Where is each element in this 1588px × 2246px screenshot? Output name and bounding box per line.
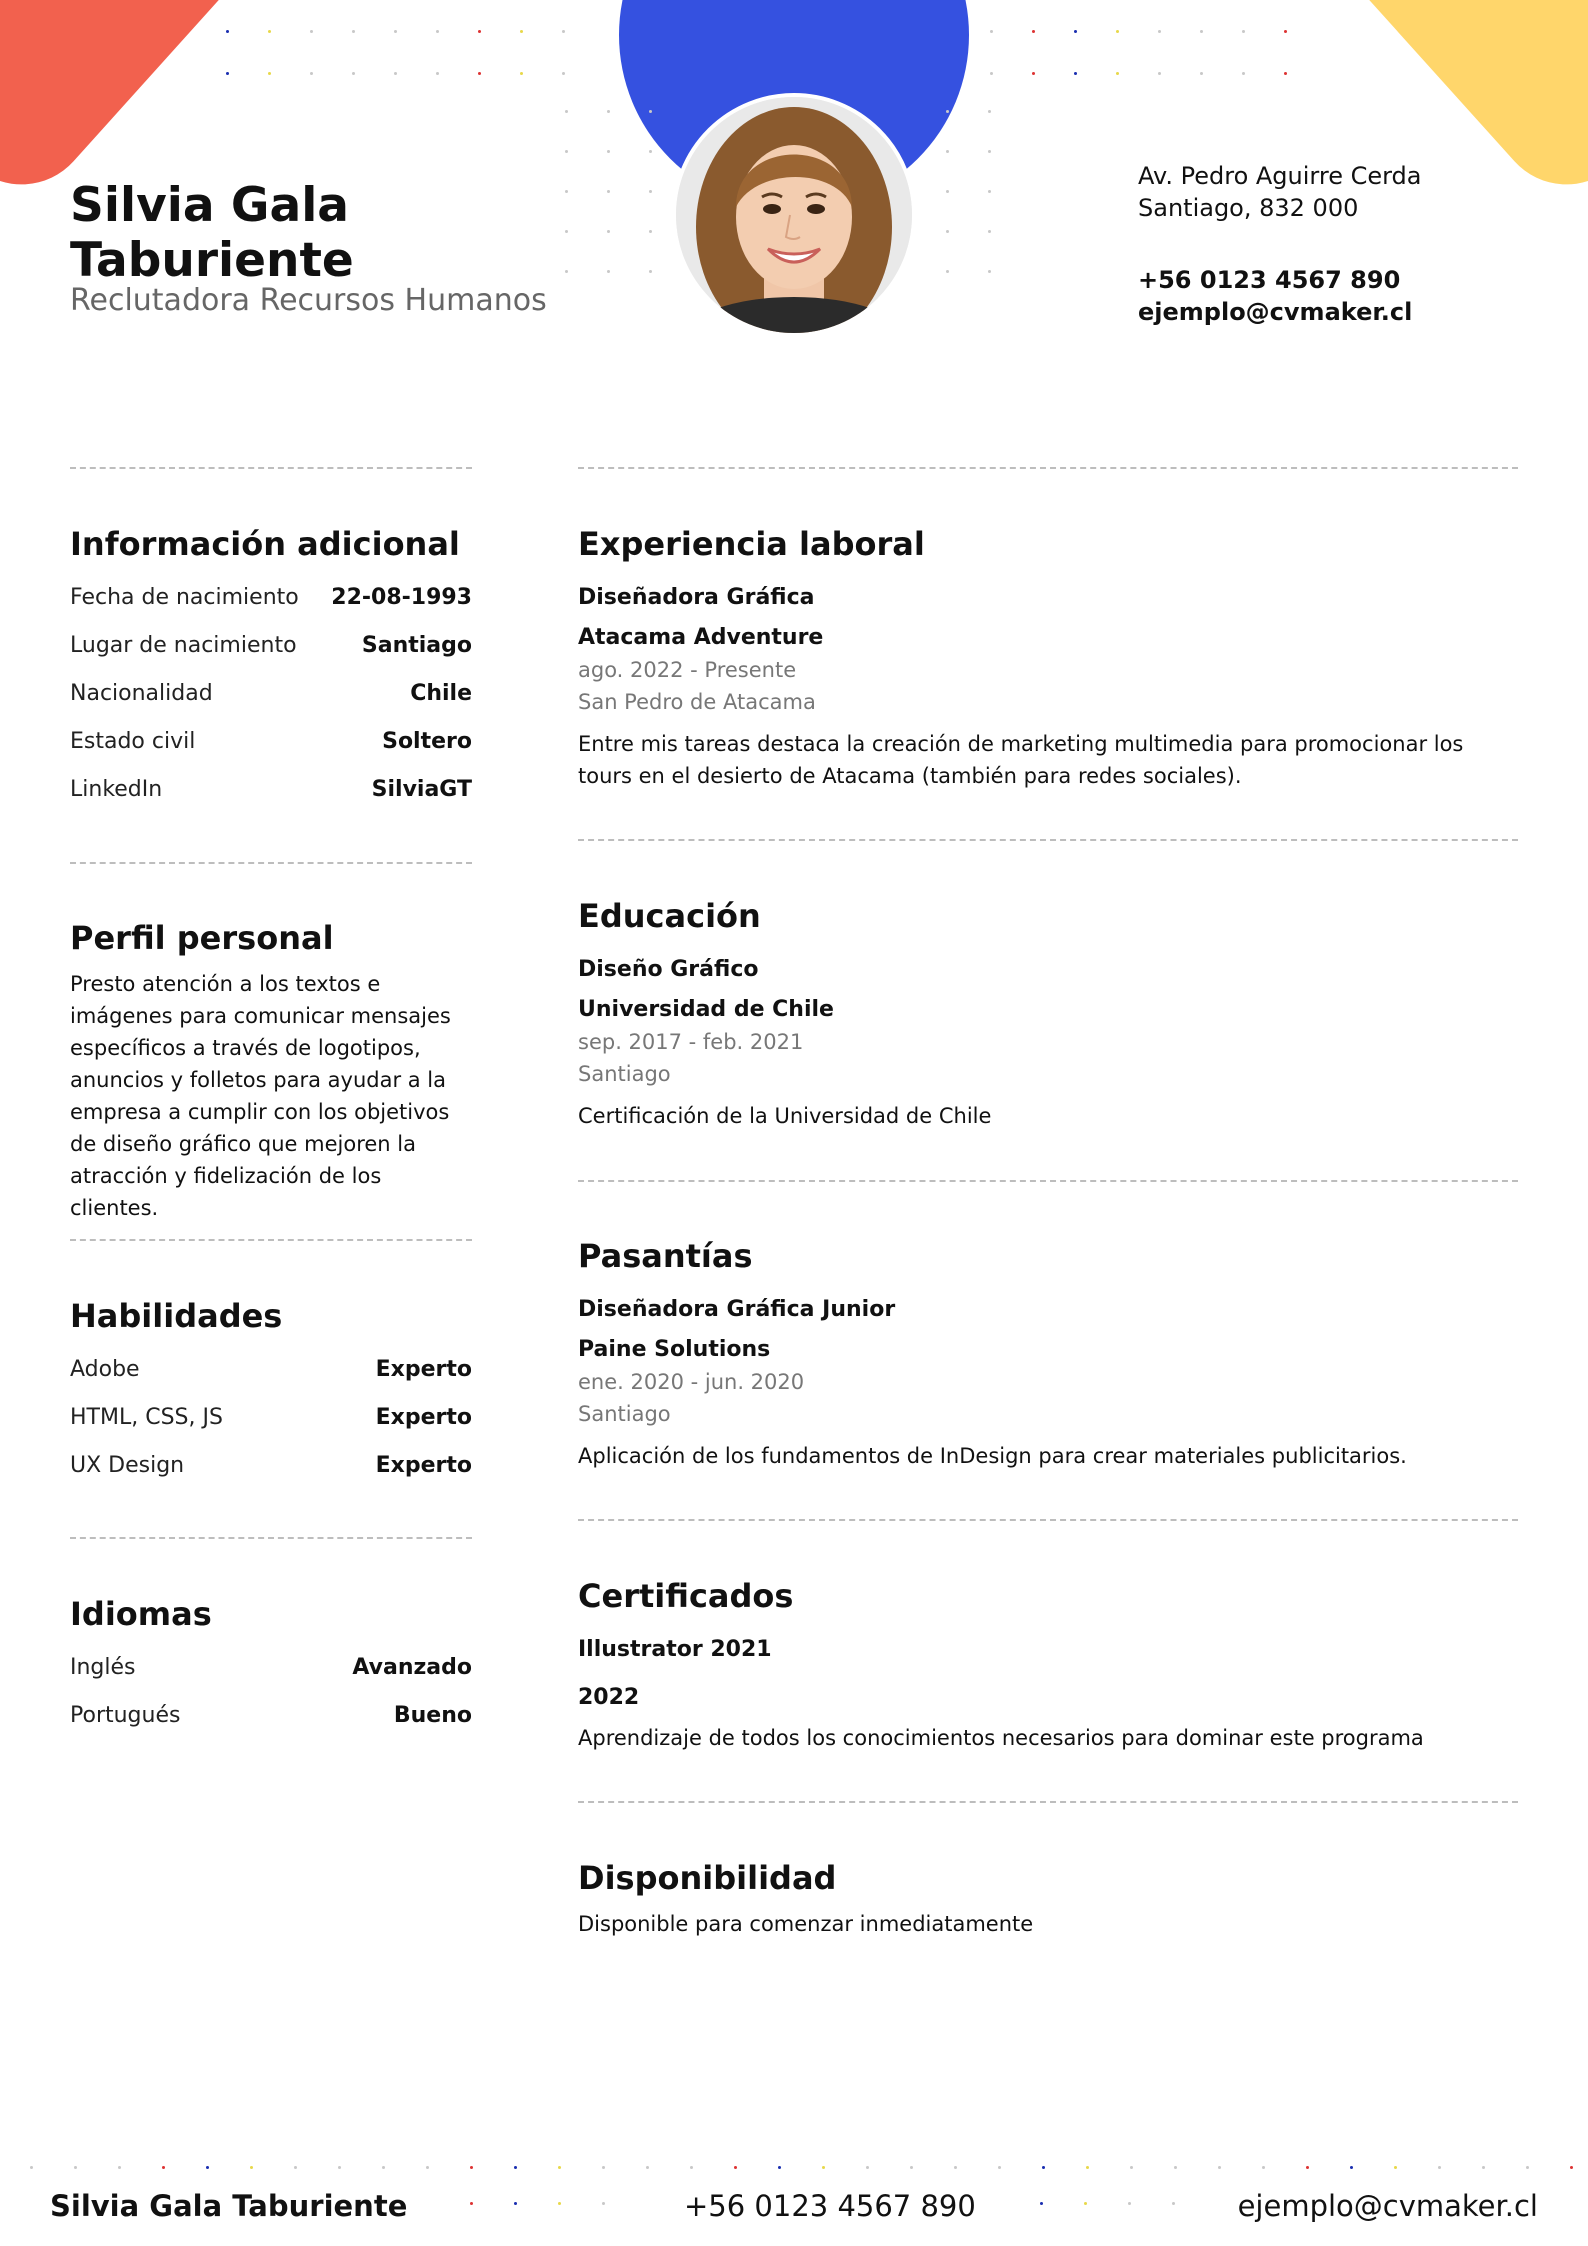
decor-dot [382,2166,385,2169]
decor-dot [394,72,397,75]
divider [70,862,472,864]
decor-dot [1074,72,1077,75]
footer-email[interactable]: ejemplo@cvmaker.cl [1237,2189,1538,2223]
decor-dot [1158,30,1161,33]
experience-location: San Pedro de Atacama [578,690,816,714]
info-row [70,677,472,711]
internship-role: Diseñadora Gráfica Junior [578,1297,896,1322]
internship-company: Paine Solutions [578,1337,771,1362]
decor-dot [946,270,949,273]
decor-dot [310,72,313,75]
skill-level: Experto [375,1405,472,1430]
decor-dot [607,190,610,193]
language-level: Avanzado [352,1655,472,1680]
decor-dot [607,230,610,233]
decor-dot [1174,2166,1177,2169]
decor-dot [607,150,610,153]
decor-dot [338,2166,341,2169]
profile-text: Presto atención a los textos e imágenes para comunicar mensajes específicos a través de logotipos, anuncios y folletos para ayudar a la empresa a cumplir con los objetivos de diseño gráfico que mejoren la atracción y fidelización de los clientes. [70,972,451,1220]
decor-dot [1482,2166,1485,2169]
divider [70,1239,472,1241]
decor-dot [822,2166,825,2169]
info-heading: Información adicional [70,525,460,563]
portrait-illustration [676,97,912,333]
profile-heading: Perfil personal [70,919,334,957]
decor-dot [1284,72,1287,75]
decor-dot [866,2166,869,2169]
contact-phone: +56 0123 4567 890 [1138,266,1401,294]
info-label: Fecha de nacimiento [70,585,299,610]
decor-dot [1086,2166,1089,2169]
decor-dot [1084,2202,1087,2205]
decor-dot [946,150,949,153]
language-level: Bueno [393,1703,472,1728]
address-line-1: Av. Pedro Aguirre Cerda [1138,162,1422,190]
decor-dot [602,2166,605,2169]
decor-dot [520,30,523,33]
decor-dot [1242,30,1245,33]
decor-dot [1074,30,1077,33]
decor-dot [520,72,523,75]
decor-dot [910,2166,913,2169]
decor-dot [478,30,481,33]
info-row [70,725,472,759]
decor-dot [734,2166,737,2169]
divider [578,839,1518,841]
decor-dot [1200,30,1203,33]
decor-dot [602,2202,605,2205]
decor-dot [1284,30,1287,33]
info-label: Nacionalidad [70,681,213,706]
info-value: Santiago [361,633,472,658]
certificate-name: Illustrator 2021 [578,1637,772,1662]
divider [578,467,1518,469]
decor-dot [946,110,949,113]
decor-dot [470,2166,473,2169]
experience-description: Entre mis tareas destaca la creación de marketing multimedia para promocionar los tours en el desierto de Atacama (también para redes sociales). [578,732,1464,788]
decor-dot [646,2166,649,2169]
decor-dot [649,230,652,233]
skill-row [70,1401,472,1435]
decor-dot [988,110,991,113]
info-value: Soltero [382,729,472,754]
decor-dot [988,270,991,273]
decor-dot [1350,2166,1353,2169]
info-label: Lugar de nacimiento [70,633,297,658]
decor-dot [310,30,313,33]
decor-dot [162,2166,165,2169]
decor-dot [990,72,993,75]
decor-dot [478,72,481,75]
decor-dot [946,190,949,193]
availability-heading: Disponibilidad [578,1859,837,1897]
decor-dot [294,2166,297,2169]
education-description: Certificación de la Universidad de Chile [578,1104,992,1128]
decor-dot [562,72,565,75]
decor-dot [649,110,652,113]
info-value[interactable]: SilviaGT [371,777,472,802]
decor-dot [394,30,397,33]
education-location: Santiago [578,1062,671,1086]
decor-dot [1116,30,1119,33]
decor-dot [1116,72,1119,75]
skill-level: Experto [375,1453,472,1478]
decor-dot [118,2166,121,2169]
decor-dot [1128,2202,1131,2205]
certificate-year: 2022 [578,1685,640,1710]
decor-dot [690,2166,693,2169]
skill-row [70,1353,472,1387]
certificate-description: Aprendizaje de todos los conocimientos necesarios para dominar este programa [578,1726,1424,1750]
decor-dot [954,2166,957,2169]
decor-dot [1032,30,1035,33]
decor-dot [1130,2166,1133,2169]
certificates-heading: Certificados [578,1577,794,1615]
language-row [70,1651,472,1685]
skill-name: UX Design [70,1453,185,1478]
decor-dot [514,2202,517,2205]
decor-dot [946,230,949,233]
decor-dot [990,30,993,33]
decor-dot [30,2166,33,2169]
education-dates: sep. 2017 - feb. 2021 [578,1030,804,1054]
decor-dot [268,72,271,75]
decor-dot [558,2202,561,2205]
skills-heading: Habilidades [70,1297,283,1335]
education-school: Universidad de Chile [578,997,834,1022]
internship-location: Santiago [578,1402,671,1426]
divider [70,467,472,469]
decor-dot [1040,2202,1043,2205]
decor-dot [352,72,355,75]
language-name: Inglés [70,1655,136,1680]
decor-dot [206,2166,209,2169]
decor-dot [988,150,991,153]
decor-dot [1172,2202,1175,2205]
experience-role: Diseñadora Gráfica [578,585,815,610]
info-row [70,629,472,663]
decor-dot [778,2166,781,2169]
decor-dot [1262,2166,1265,2169]
decor-dot [1394,2166,1397,2169]
skill-level: Experto [375,1357,472,1382]
decor-dot [1200,72,1203,75]
decor-dot [1306,2166,1309,2169]
decor-dot [1438,2166,1441,2169]
decor-dot [436,30,439,33]
info-row [70,581,472,615]
divider [70,1537,472,1539]
profile-photo [672,93,916,337]
decor-dot [74,2166,77,2169]
internship-dates: ene. 2020 - jun. 2020 [578,1370,805,1394]
decor-dot [226,30,229,33]
decor-dot [1032,72,1035,75]
experience-company: Atacama Adventure [578,625,824,650]
info-value: Chile [410,681,472,706]
info-label: LinkedIn [70,777,163,802]
info-label: Estado civil [70,729,196,754]
decor-dot [226,72,229,75]
decor-dot [565,150,568,153]
decor-dot [607,110,610,113]
footer-phone: +56 0123 4567 890 [684,2189,976,2223]
info-row [70,773,472,807]
address-line-2: Santiago, 832 000 [1138,194,1359,222]
decor-dot [562,30,565,33]
decor-dot [649,190,652,193]
decor-dot [649,150,652,153]
availability-text: Disponible para comenzar inmediatamente [578,1912,1034,1936]
decor-dot [565,110,568,113]
decor-dot [558,2166,561,2169]
info-value: 22-08-1993 [331,585,472,610]
decor-dot [998,2166,1001,2169]
divider [578,1519,1518,1521]
internship-description: Aplicación de los fundamentos de InDesign para crear materiales publicitarios. [578,1444,1407,1468]
candidate-title: Reclutadora Recursos Humanos [70,283,547,318]
candidate-name: Silvia Gala Taburiente [70,178,354,288]
decor-dot [1242,72,1245,75]
language-name: Portugués [70,1703,181,1728]
divider [578,1801,1518,1803]
decor-dot [514,2166,517,2169]
education-degree: Diseño Gráfico [578,957,759,982]
decor-dot [649,270,652,273]
experience-dates: ago. 2022 - Presente [578,658,797,682]
decor-dot [268,30,271,33]
decor-dot [1570,2166,1573,2169]
experience-heading: Experiencia laboral [578,525,925,563]
skill-row [70,1449,472,1483]
languages-heading: Idiomas [70,1595,212,1633]
decor-dot [1218,2166,1221,2169]
decor-dot [352,30,355,33]
skill-name: HTML, CSS, JS [70,1405,223,1430]
footer-name: Silvia Gala Taburiente [50,2189,408,2223]
decor-dot [607,270,610,273]
contact-email[interactable]: ejemplo@cvmaker.cl [1138,298,1413,326]
decor-dot [988,190,991,193]
contact-address [1138,160,1558,224]
language-row [70,1699,472,1733]
decor-dot [250,2166,253,2169]
education-heading: Educación [578,897,761,935]
skill-name: Adobe [70,1357,140,1382]
divider [578,1180,1518,1182]
decor-dot [470,2202,473,2205]
decor-dot [988,230,991,233]
decor-dot [436,72,439,75]
decor-dot [1526,2166,1529,2169]
internships-heading: Pasantías [578,1237,753,1275]
decor-dot [426,2166,429,2169]
decor-dot [1042,2166,1045,2169]
decor-dot [1158,72,1161,75]
